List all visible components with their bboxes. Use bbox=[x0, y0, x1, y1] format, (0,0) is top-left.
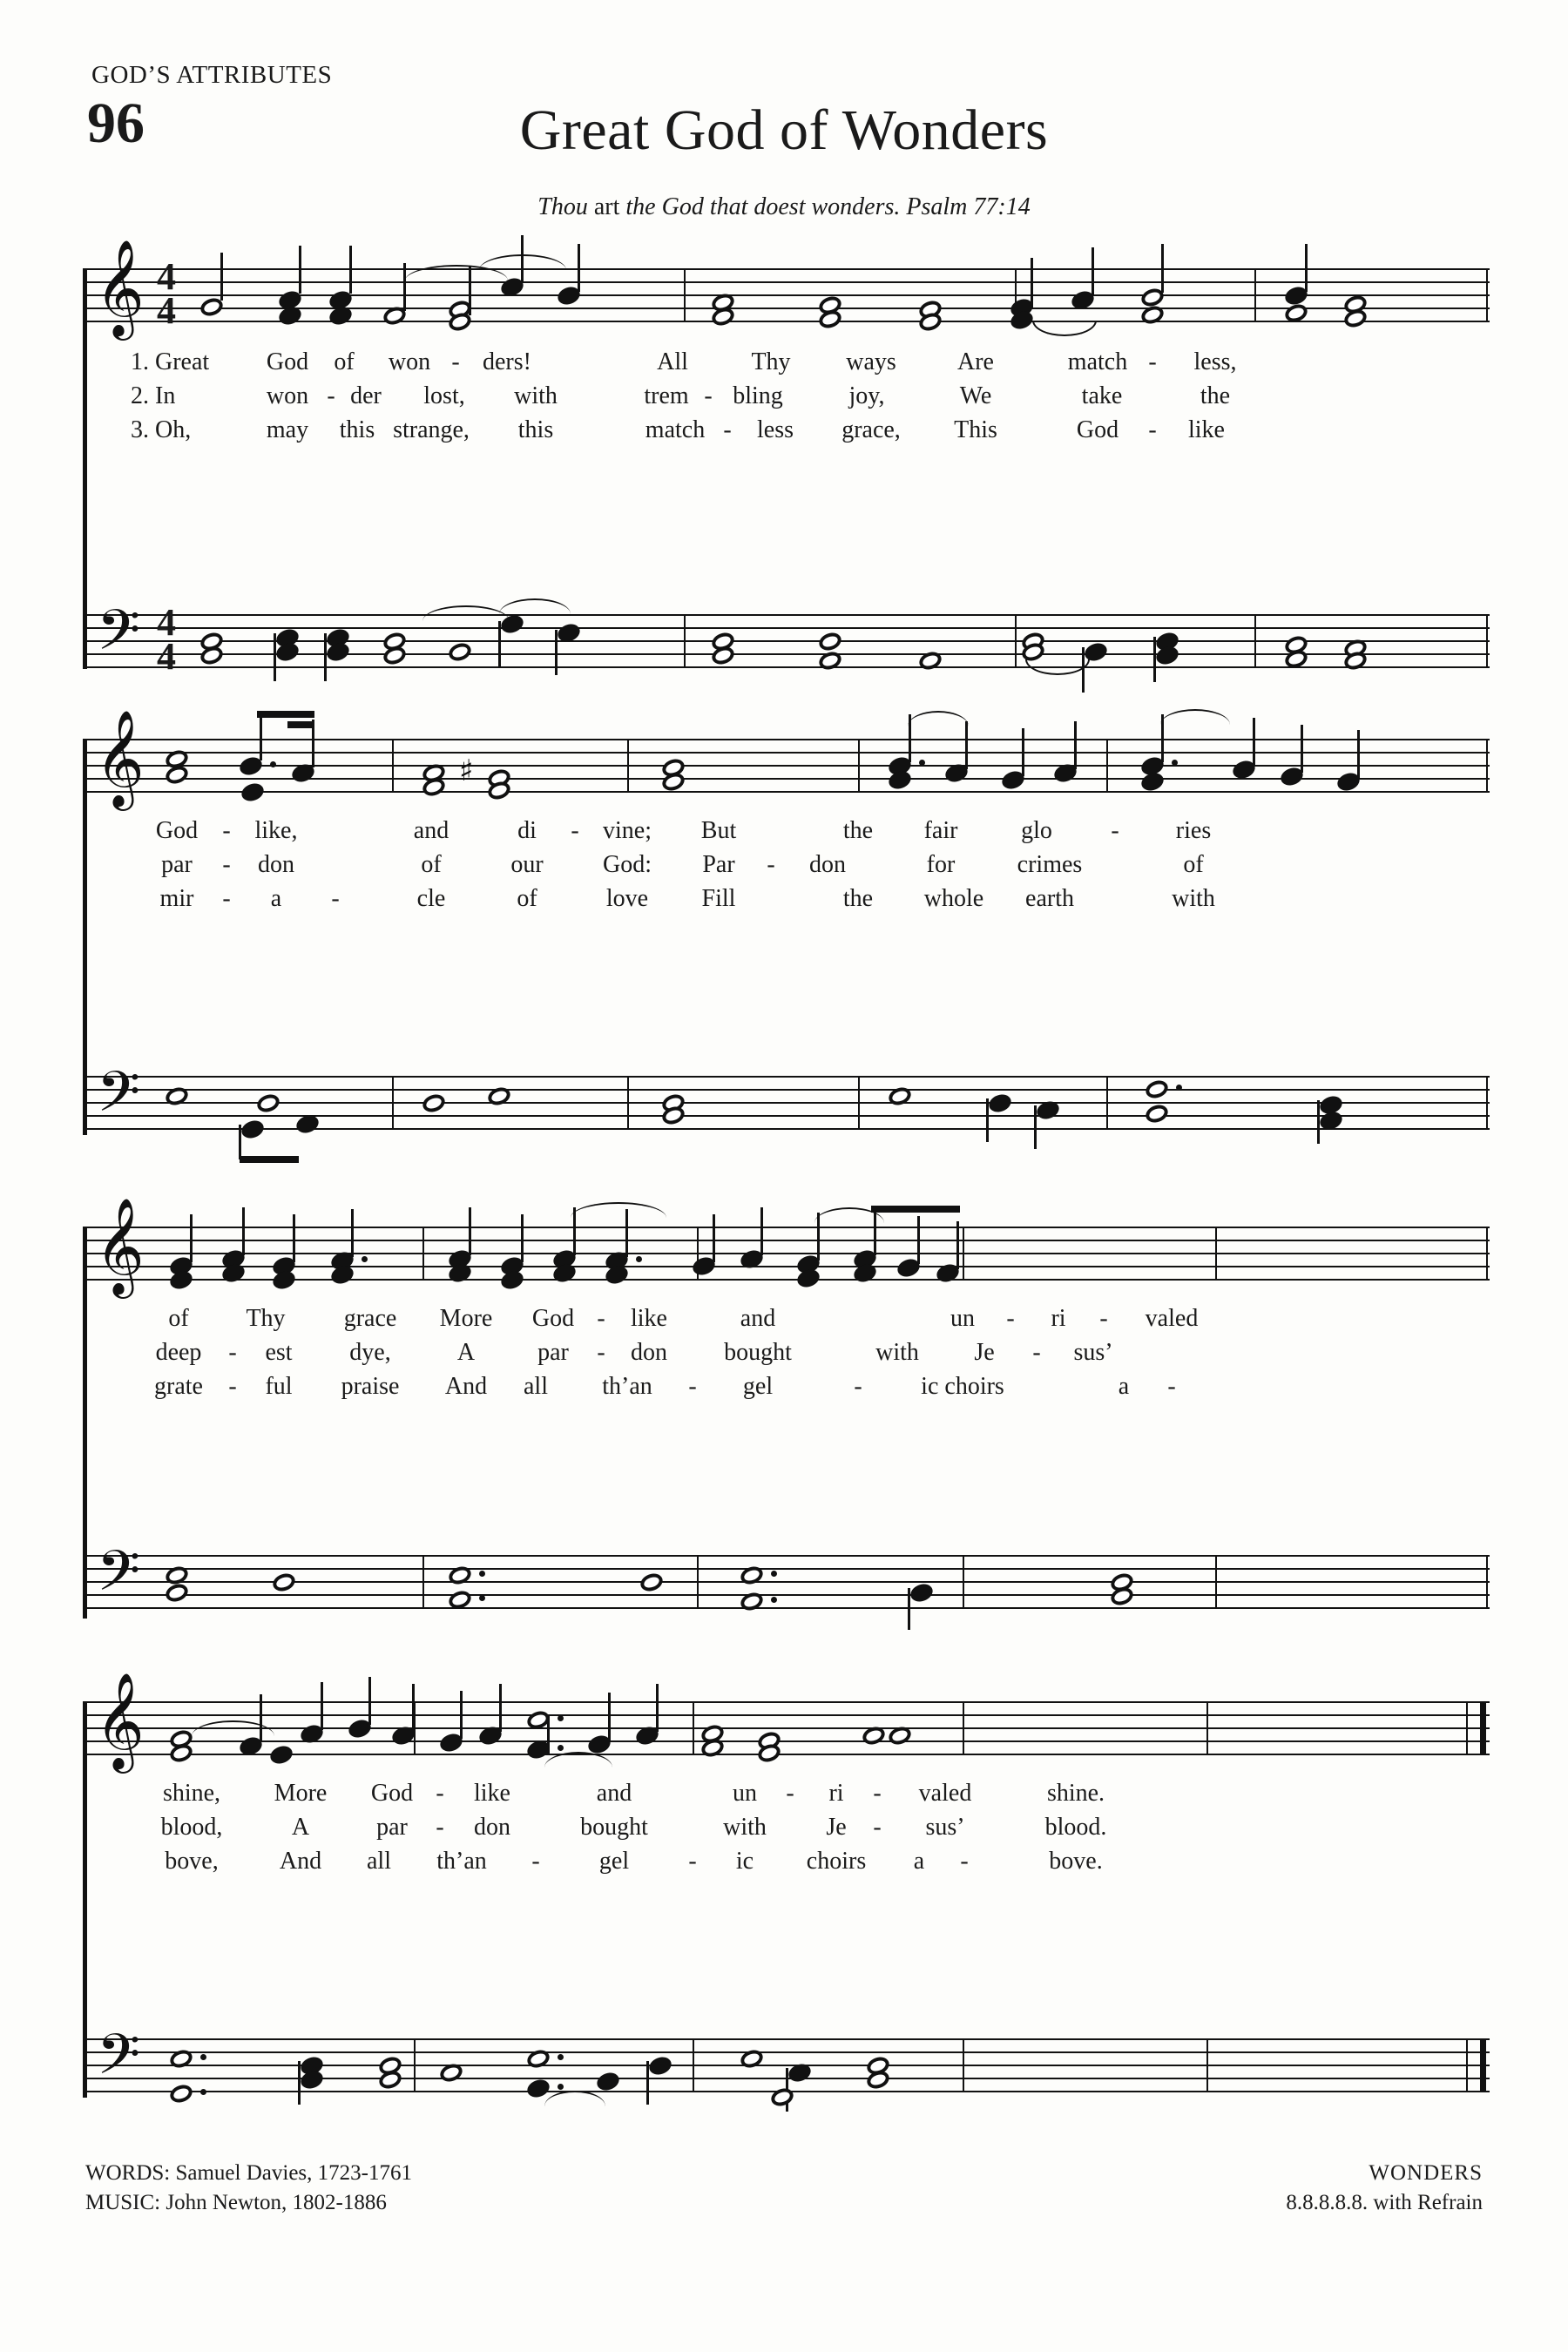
lyric-hyphen: - bbox=[786, 1780, 794, 1807]
lyric-word: Je bbox=[826, 1814, 847, 1841]
bass-clef-icon: 𝄢 bbox=[97, 598, 141, 677]
system-bracket bbox=[83, 268, 87, 669]
lyric-word: ic bbox=[735, 1848, 754, 1875]
tune-info-block bbox=[1286, 2159, 1483, 2218]
lyric-word: with bbox=[514, 382, 558, 409]
lyric-word: strange, bbox=[393, 416, 470, 443]
lyric-word: sus’ bbox=[925, 1814, 965, 1841]
lyric-word: take bbox=[1081, 382, 1123, 409]
credits-block bbox=[85, 2159, 412, 2218]
lyric-word: 1. Great bbox=[131, 348, 210, 375]
lyric-word: this bbox=[517, 416, 554, 443]
bass-clef-icon: 𝄢 bbox=[97, 1539, 141, 1618]
lyric-hyphen: - bbox=[1099, 1305, 1108, 1332]
lyric-hyphen: - bbox=[228, 1373, 237, 1400]
lyric-word: Je bbox=[974, 1339, 995, 1366]
lyric-word: God bbox=[370, 1780, 414, 1807]
lyric-word: fair bbox=[923, 817, 958, 844]
lyric-line-verse-1 bbox=[83, 348, 1490, 382]
lyric-word: ful bbox=[265, 1373, 293, 1400]
lyric-word: match bbox=[645, 416, 706, 443]
credit-words: WORDS: Samuel Davies, 1723-1761 bbox=[85, 2161, 412, 2185]
lyric-line-verse-1 bbox=[83, 817, 1490, 851]
treble-clef-icon: 𝄞 bbox=[95, 239, 145, 336]
lyric-word: with bbox=[1172, 885, 1215, 912]
lyric-line-verse-3 bbox=[83, 1373, 1490, 1407]
bass-staff-1 bbox=[83, 598, 1490, 678]
lyric-word: gel bbox=[742, 1373, 774, 1400]
lyric-word: less, bbox=[1193, 348, 1237, 375]
lyric-word: bove, bbox=[165, 1848, 219, 1875]
lyric-word: of bbox=[168, 1305, 189, 1332]
lyric-line-verse-1 bbox=[83, 1780, 1490, 1814]
lyric-hyphen: - bbox=[854, 1373, 862, 1400]
lyric-word: a bbox=[913, 1848, 925, 1875]
bass-clef-icon: 𝄢 bbox=[97, 1060, 141, 1139]
lyric-word: We bbox=[959, 382, 992, 409]
bass-staff-4 bbox=[83, 2023, 1490, 2101]
lyric-word: blood, bbox=[160, 1814, 223, 1841]
lyric-word: un bbox=[950, 1305, 975, 1332]
lyric-word: and bbox=[596, 1780, 632, 1807]
lyric-hyphen: - bbox=[597, 1339, 605, 1366]
lyric-word: choirs bbox=[806, 1848, 867, 1875]
lyric-word: deep bbox=[155, 1339, 202, 1366]
time-signature: 4 4 bbox=[157, 255, 176, 332]
lyric-hyphen: - bbox=[327, 382, 335, 409]
lyric-word: bove. bbox=[1049, 1848, 1103, 1875]
lyric-hyphen: - bbox=[1032, 1339, 1041, 1366]
lyric-word: lost, bbox=[423, 382, 465, 409]
tune-name: WONDERS bbox=[1369, 2161, 1483, 2185]
lyric-hyphen: - bbox=[1111, 817, 1119, 844]
lyric-word: ri bbox=[1051, 1305, 1066, 1332]
scripture-reference bbox=[0, 193, 1568, 221]
lyric-word: won bbox=[266, 382, 309, 409]
lyric-hyphen: - bbox=[597, 1305, 605, 1332]
lyric-hyphen: - bbox=[571, 817, 579, 844]
lyric-word: par bbox=[161, 851, 193, 878]
lyric-hyphen: - bbox=[873, 1780, 882, 1807]
lyric-word: of bbox=[334, 348, 355, 375]
lyric-line-verse-2 bbox=[83, 1339, 1490, 1373]
lyric-word: A bbox=[456, 1339, 476, 1366]
lyric-word: don bbox=[258, 851, 294, 878]
lyric-hyphen: - bbox=[222, 851, 231, 878]
tune-meter: 8.8.8.8.8. with Refrain bbox=[1286, 2190, 1483, 2214]
lyric-hyphen: - bbox=[960, 1848, 969, 1875]
scripture-part-3: the God that doest wonders. Psalm 77:14 bbox=[625, 193, 1031, 220]
lyric-word: all bbox=[367, 1848, 391, 1875]
lyric-word: glo bbox=[1021, 817, 1052, 844]
lyric-word: for bbox=[926, 851, 956, 878]
lyric-word: This bbox=[954, 416, 997, 443]
lyric-word: All bbox=[657, 348, 688, 375]
treble-clef-icon: 𝄞 bbox=[95, 709, 145, 807]
lyric-word: ways bbox=[846, 348, 896, 375]
lyric-word: God bbox=[155, 817, 199, 844]
lyric-word: with bbox=[875, 1339, 919, 1366]
lyric-word: ries bbox=[1175, 817, 1212, 844]
lyric-hyphen: - bbox=[222, 885, 231, 912]
lyric-word: vine; bbox=[603, 817, 652, 844]
lyric-word: Thy bbox=[246, 1305, 286, 1332]
lyric-word: bought bbox=[580, 1814, 648, 1841]
lyric-line-verse-3 bbox=[83, 416, 1490, 450]
lyric-word: More bbox=[274, 1780, 328, 1807]
lyrics-system-4 bbox=[83, 1780, 1490, 1882]
lyric-word: the bbox=[842, 885, 874, 912]
lyric-word: bling bbox=[733, 382, 783, 409]
lyric-word: earth bbox=[1025, 885, 1074, 912]
page-title: Great God of Wonders bbox=[519, 98, 1049, 162]
bass-staff-2 bbox=[83, 1060, 1490, 1139]
lyric-word: blood. bbox=[1044, 1814, 1107, 1841]
scripture-part-2: art bbox=[593, 193, 620, 220]
lyric-word: shine. bbox=[1046, 1780, 1105, 1807]
lyric-line-verse-3 bbox=[83, 885, 1490, 919]
lyric-word: don bbox=[631, 1339, 667, 1366]
lyric-hyphen: - bbox=[767, 851, 775, 878]
lyric-word: of bbox=[421, 851, 442, 878]
lyric-word: valed bbox=[1145, 1305, 1199, 1332]
lyric-word: And bbox=[279, 1848, 322, 1875]
lyric-word: with bbox=[723, 1814, 767, 1841]
treble-clef-icon: 𝄞 bbox=[95, 1197, 145, 1294]
lyric-hyphen: - bbox=[436, 1814, 444, 1841]
lyric-word: valed bbox=[918, 1780, 972, 1807]
lyric-hyphen: - bbox=[1148, 416, 1157, 443]
lyric-word: dye, bbox=[349, 1339, 391, 1366]
lyric-word: mir bbox=[159, 885, 194, 912]
lyric-hyphen: - bbox=[873, 1814, 882, 1841]
lyric-word: grace bbox=[343, 1305, 397, 1332]
lyric-word: joy, bbox=[848, 382, 885, 409]
lyrics-system-3 bbox=[83, 1305, 1490, 1407]
lyric-word: But bbox=[700, 817, 737, 844]
lyric-word: est bbox=[265, 1339, 293, 1366]
lyric-hyphen: - bbox=[723, 416, 732, 443]
time-signature-bass: 4 4 bbox=[157, 601, 176, 678]
lyric-word: may bbox=[266, 416, 309, 443]
lyric-word: like bbox=[474, 1780, 510, 1807]
lyric-hyphen: - bbox=[222, 817, 231, 844]
lyric-word: der bbox=[350, 382, 382, 409]
lyric-word: less bbox=[757, 416, 794, 443]
lyric-hyphen: - bbox=[1148, 348, 1157, 375]
lyric-word: love bbox=[605, 885, 649, 912]
lyric-word: ic choirs bbox=[921, 1373, 1004, 1400]
lyric-word: grace, bbox=[841, 416, 901, 443]
credit-music: MUSIC: John Newton, 1802-1886 bbox=[85, 2190, 387, 2214]
lyric-word: A bbox=[291, 1814, 310, 1841]
lyric-line-verse-2 bbox=[83, 1814, 1490, 1848]
lyric-word: More bbox=[439, 1305, 493, 1332]
lyric-word: shine, bbox=[162, 1780, 221, 1807]
lyric-word: Thy bbox=[751, 348, 791, 375]
lyric-word: Par bbox=[702, 851, 735, 878]
hymn-number: 96 bbox=[87, 91, 145, 155]
lyric-word: gel bbox=[598, 1848, 630, 1875]
treble-staff-3 bbox=[83, 1197, 1490, 1294]
lyric-word: God bbox=[1076, 416, 1119, 443]
lyric-word: trem bbox=[644, 382, 689, 409]
lyric-word: won bbox=[388, 348, 431, 375]
lyric-line-verse-2 bbox=[83, 851, 1490, 885]
lyric-word: this bbox=[339, 416, 375, 443]
scripture-part-1: Thou bbox=[537, 193, 588, 220]
lyric-word: and bbox=[740, 1305, 776, 1332]
treble-staff-2 bbox=[83, 709, 1490, 807]
section-category: GOD’S ATTRIBUTES bbox=[91, 61, 333, 89]
lyric-word: match bbox=[1067, 348, 1128, 375]
lyric-word: 2. In bbox=[131, 382, 176, 409]
lyric-hyphen: - bbox=[688, 1848, 697, 1875]
lyric-word: don bbox=[809, 851, 846, 878]
lyric-word: God bbox=[531, 1305, 575, 1332]
treble-staff-4 bbox=[83, 1672, 1490, 1769]
lyric-word: praise bbox=[341, 1373, 400, 1400]
lyric-word: cle bbox=[416, 885, 446, 912]
sharp-accidental: ♯ bbox=[459, 754, 474, 788]
lyric-word: a bbox=[270, 885, 282, 912]
lyric-word: par bbox=[537, 1339, 569, 1366]
lyric-word: di bbox=[517, 817, 537, 844]
bass-clef-icon: 𝄢 bbox=[97, 2023, 141, 2101]
lyric-hyphen: - bbox=[228, 1339, 237, 1366]
lyric-word: like bbox=[1188, 416, 1225, 443]
lyrics-system-2 bbox=[83, 817, 1490, 919]
bass-staff-3 bbox=[83, 1539, 1490, 1618]
lyric-word: th’an bbox=[602, 1373, 652, 1400]
lyric-word: of bbox=[1183, 851, 1204, 878]
lyric-word: grate bbox=[154, 1373, 203, 1400]
lyric-hyphen: - bbox=[1006, 1305, 1015, 1332]
treble-clef-icon: 𝄞 bbox=[95, 1672, 145, 1769]
lyric-line-verse-2 bbox=[83, 382, 1490, 416]
lyric-word: Fill bbox=[701, 885, 736, 912]
lyric-word: Are bbox=[957, 348, 994, 375]
lyric-word: And bbox=[444, 1373, 488, 1400]
lyric-word: ders! bbox=[483, 348, 531, 375]
lyric-word: par bbox=[376, 1814, 408, 1841]
lyric-word: crimes bbox=[1017, 851, 1083, 878]
lyric-word: un bbox=[733, 1780, 757, 1807]
lyric-hyphen: - bbox=[531, 1848, 540, 1875]
lyric-word: don bbox=[474, 1814, 510, 1841]
lyrics-system-1 bbox=[83, 348, 1490, 450]
lyric-line-verse-3 bbox=[83, 1848, 1490, 1882]
lyric-hyphen: - bbox=[704, 382, 713, 409]
lyric-word: whole bbox=[923, 885, 984, 912]
lyric-hyphen: - bbox=[451, 348, 460, 375]
lyric-hyphen: - bbox=[1167, 1373, 1176, 1400]
lyric-word: all bbox=[524, 1373, 548, 1400]
lyric-word: th’an bbox=[436, 1848, 487, 1875]
lyric-word: our bbox=[510, 851, 544, 878]
lyric-word: ri bbox=[828, 1780, 844, 1807]
lyric-hyphen: - bbox=[331, 885, 340, 912]
lyric-word: a bbox=[1118, 1373, 1130, 1400]
lyric-word: 3. Oh, bbox=[131, 416, 192, 443]
lyric-word: the bbox=[1200, 382, 1231, 409]
lyric-word: bought bbox=[724, 1339, 792, 1366]
lyric-word: of bbox=[517, 885, 537, 912]
lyric-hyphen: - bbox=[436, 1780, 444, 1807]
lyric-word: God: bbox=[603, 851, 652, 878]
lyric-line-verse-1 bbox=[83, 1305, 1490, 1339]
lyric-hyphen: - bbox=[688, 1373, 697, 1400]
lyric-word: like bbox=[631, 1305, 667, 1332]
lyric-word: God bbox=[266, 348, 309, 375]
lyric-word: sus’ bbox=[1073, 1339, 1113, 1366]
treble-staff-1 bbox=[83, 239, 1490, 336]
lyric-word: the bbox=[842, 817, 874, 844]
lyric-word: like, bbox=[254, 817, 298, 844]
lyric-word: and bbox=[413, 817, 449, 844]
